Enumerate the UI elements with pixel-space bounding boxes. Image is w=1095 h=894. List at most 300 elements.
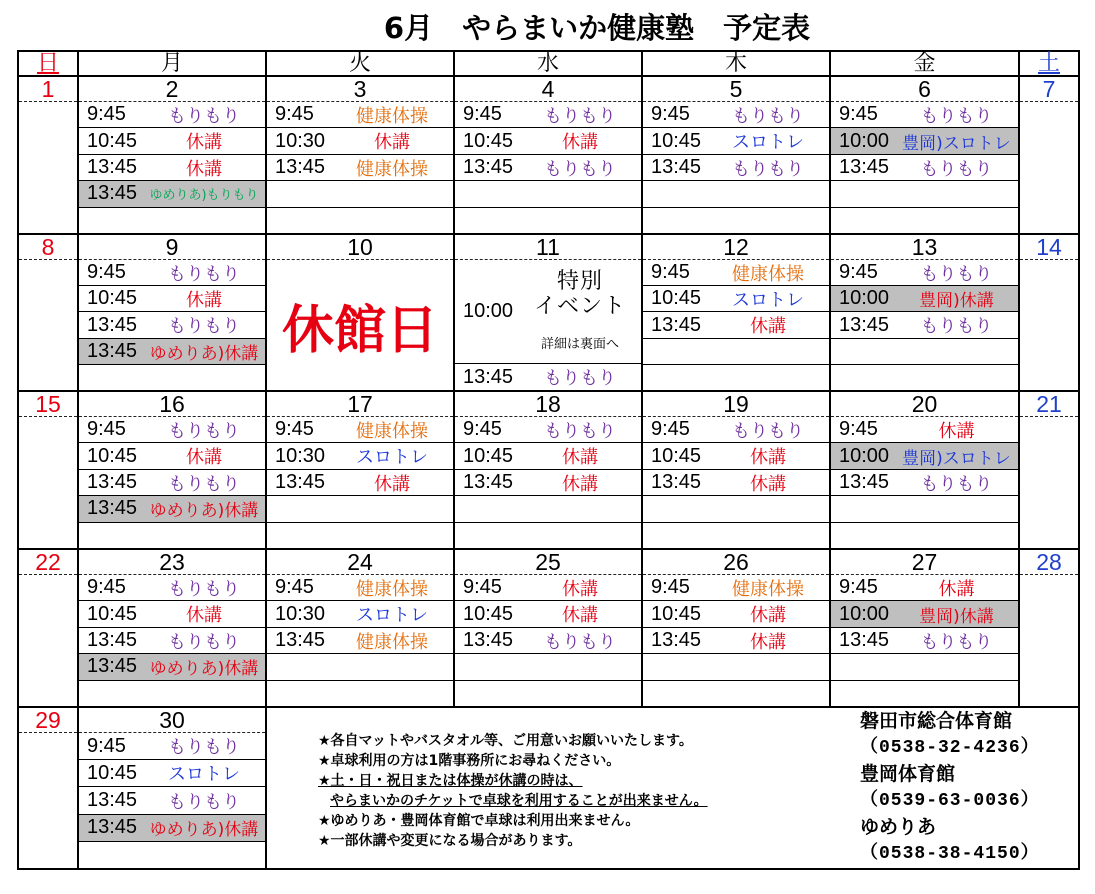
slot-program: スロトレ [356, 605, 428, 627]
slot-time: 13:45 [463, 629, 514, 652]
slot-program: もりもり [168, 263, 240, 285]
empty-slot [79, 208, 265, 233]
slot-program: 健康体操 [732, 578, 804, 600]
day-schedule [455, 102, 641, 233]
day-schedule [1020, 417, 1078, 548]
empty-slot [643, 681, 829, 706]
day-schedule [79, 102, 265, 233]
schedule-slot [643, 443, 829, 469]
day-date: 30 [79, 708, 265, 733]
slot-time: 13:45 [839, 629, 890, 652]
slot-time: 10:45 [651, 444, 702, 467]
slot-program: 休講 [186, 158, 222, 180]
day-schedule [831, 260, 1018, 390]
day-date: 18 [455, 392, 641, 417]
slot-time: 9:45 [463, 576, 502, 599]
schedule-slot [643, 417, 829, 443]
slot-program: もりもり [168, 737, 240, 759]
slot-time: 10:45 [87, 287, 138, 310]
slot-time: 10:45 [87, 602, 138, 625]
day-schedule [831, 575, 1018, 706]
schedule-slot [643, 575, 829, 601]
empty-slot [643, 523, 829, 548]
info-panel [267, 708, 1078, 868]
day-cell [19, 77, 79, 235]
day-date: 9 [79, 235, 265, 260]
schedule-slot [831, 260, 1018, 286]
schedule-slot [455, 575, 641, 601]
note-item: ★各自マットやバスタオル等、ご用意いお願いいたします。 [318, 733, 693, 749]
slot-time: 10:45 [651, 602, 702, 625]
day-date: 14 [1020, 235, 1078, 260]
slot-program: もりもり [920, 263, 993, 285]
slot-program: 休講 [186, 132, 222, 154]
slot-program: スロトレ [168, 764, 240, 786]
weekday-header: 木 [643, 52, 831, 77]
closed-label: 休館日 [281, 300, 438, 361]
slot-time: 13:45 [87, 313, 138, 336]
day-schedule [831, 102, 1018, 233]
slot-time: 10:45 [651, 129, 702, 152]
schedule-slot [79, 654, 265, 680]
day-cell [267, 235, 455, 392]
day-cell [831, 392, 1020, 550]
day-date: 20 [831, 392, 1018, 417]
schedule-slot [455, 601, 641, 627]
slot-time: 13:45 [87, 655, 138, 678]
day-cell [643, 77, 831, 235]
weekday-header: 水 [455, 52, 643, 77]
schedule-slot [79, 443, 265, 469]
slot-program: もりもり [168, 316, 240, 338]
slot-time: 13:45 [651, 156, 702, 179]
schedule-slot [643, 601, 829, 627]
day-date: 6 [831, 77, 1018, 102]
day-schedule [643, 417, 829, 548]
empty-slot [455, 681, 641, 706]
schedule-slot [643, 470, 829, 496]
note-item: ★卓球利用の方は1階事務所にお尋ねください。 [318, 753, 621, 769]
slot-time: 10:45 [463, 444, 514, 467]
slot-time: 13:45 [275, 629, 326, 652]
slot-program: 健康体操 [732, 263, 804, 285]
day-cell [19, 392, 79, 550]
empty-slot [455, 208, 641, 233]
schedule-slot [643, 155, 829, 181]
slot-time: 13:45 [463, 156, 514, 179]
day-schedule [643, 260, 829, 390]
slot-time: 13:45 [463, 365, 514, 388]
empty-slot [79, 681, 265, 706]
schedule-slot [455, 628, 641, 654]
slot-program: ゆめりあ)休講 [149, 501, 259, 522]
schedule-slot [643, 102, 829, 128]
schedule-slot [79, 312, 265, 338]
slot-program: 休講 [562, 578, 598, 600]
day-cell [455, 235, 643, 392]
day-schedule [79, 260, 265, 390]
day-cell [1020, 392, 1078, 550]
day-cell [455, 550, 643, 708]
schedule-slot [79, 155, 265, 181]
empty-slot [267, 208, 453, 233]
slot-program: 休講 [562, 473, 598, 495]
empty-slot [267, 496, 453, 522]
slot-program: 休講 [938, 578, 975, 600]
empty-slot [267, 654, 453, 680]
notes-list [318, 731, 708, 851]
slot-program: もりもり [544, 420, 616, 442]
schedule-slot [79, 815, 265, 842]
slot-program: 休講 [186, 447, 222, 469]
slot-time: 9:45 [87, 418, 126, 441]
schedule-slot [831, 628, 1018, 654]
day-date: 1 [19, 77, 77, 102]
slot-program: 休講 [750, 473, 786, 495]
slot-time: 9:45 [651, 261, 690, 284]
empty-slot [831, 523, 1018, 548]
schedule-slot [831, 102, 1018, 128]
day-schedule [19, 102, 77, 233]
day-cell [79, 235, 267, 392]
slot-time: 10:45 [651, 287, 702, 310]
schedule-slot [267, 470, 453, 496]
contact-phone: （0538-38-4150） [860, 843, 1040, 864]
slot-time: 10:00 [839, 287, 890, 310]
schedule-slot [455, 443, 641, 469]
slot-time: 13:45 [275, 156, 326, 179]
day-cell [267, 392, 455, 550]
empty-slot [643, 339, 829, 365]
schedule-slot [79, 628, 265, 654]
day-date: 7 [1020, 77, 1078, 102]
slot-time: 10:45 [87, 129, 138, 152]
slot-program: もりもり [732, 420, 804, 442]
day-cell [1020, 77, 1078, 235]
special-event [455, 260, 641, 364]
slot-program: 豊岡)休講 [919, 606, 994, 627]
day-cell [831, 550, 1020, 708]
day-cell [79, 392, 267, 550]
slot-program: 休講 [750, 605, 786, 627]
schedule-slot [455, 128, 641, 154]
slot-time: 13:45 [87, 471, 138, 494]
schedule-slot [79, 181, 265, 207]
day-date: 28 [1020, 550, 1078, 575]
slot-program: 健康体操 [356, 578, 428, 600]
slot-program: もりもり [168, 791, 240, 813]
slot-time: 13:45 [87, 629, 138, 652]
slot-program: スロトレ [732, 289, 804, 311]
empty-slot [455, 496, 641, 522]
slot-time: 9:45 [275, 576, 314, 599]
day-cell [267, 550, 455, 708]
slot-program: 休講 [562, 132, 598, 154]
note-item: やらまいかのチケットで卓球を利用することが出来ません。 [330, 793, 708, 809]
slot-time: 10:00 [839, 444, 890, 467]
schedule-slot [831, 601, 1018, 627]
day-cell [831, 77, 1020, 235]
slot-time: 9:45 [275, 418, 314, 441]
schedule-slot [643, 260, 829, 286]
contact-name: 豊岡体育館 [860, 763, 956, 785]
slot-time: 13:45 [651, 629, 702, 652]
schedule-slot [79, 286, 265, 312]
empty-slot [831, 496, 1018, 522]
slot-time: 9:45 [839, 261, 878, 284]
schedule-slot [643, 286, 829, 312]
day-date: 23 [79, 550, 265, 575]
contact-name: ゆめりあ [860, 816, 937, 838]
schedule-slot [455, 417, 641, 443]
slot-time: 13:45 [87, 789, 138, 811]
slot-program: 健康体操 [356, 158, 428, 180]
slot-time: 13:45 [87, 182, 138, 205]
day-cell [267, 77, 455, 235]
slot-program: ゆめりあ)休講 [149, 343, 259, 364]
slot-program: 休講 [750, 631, 786, 653]
empty-slot [831, 654, 1018, 680]
empty-slot [643, 208, 829, 233]
schedule-slot [267, 443, 453, 469]
day-cell [19, 708, 79, 868]
day-schedule [79, 575, 265, 706]
schedule-slot [79, 760, 265, 787]
slot-program: もりもり [920, 158, 993, 180]
slot-program: スロトレ [732, 132, 804, 154]
day-schedule [643, 102, 829, 233]
schedule-slot [79, 260, 265, 286]
schedule-slot [643, 128, 829, 154]
schedule-table [17, 50, 1080, 870]
day-date: 5 [643, 77, 829, 102]
schedule-slot [267, 155, 453, 181]
schedule-slot [267, 128, 453, 154]
schedule-slot [831, 155, 1018, 181]
slot-time: 13:45 [275, 471, 326, 494]
empty-slot [79, 365, 265, 390]
slot-time: 13:45 [651, 471, 702, 494]
note-item: ★一部休講や変更になる場合があります。 [318, 833, 582, 849]
day-date: 25 [455, 550, 641, 575]
slot-program: もりもり [544, 368, 616, 390]
slot-program: もりもり [732, 105, 804, 127]
day-cell [79, 550, 267, 708]
slot-time: 10:30 [275, 129, 326, 152]
contact-phone: （0539-63-0036） [860, 790, 1040, 811]
schedule-slot [455, 364, 641, 390]
slot-program: もりもり [732, 158, 804, 180]
schedule-slot [643, 628, 829, 654]
schedule-slot [831, 443, 1018, 469]
weekday-header: 日 [19, 52, 79, 77]
slot-program: もりもり [544, 158, 616, 180]
day-schedule [1020, 102, 1078, 233]
slot-time: 9:45 [87, 261, 126, 284]
page-title: 6月 やらまいか健康塾 予定表 [383, 11, 811, 45]
schedule-slot [267, 102, 453, 128]
slot-program: もりもり [920, 316, 993, 338]
day-date: 13 [831, 235, 1018, 260]
weekday-header: 月 [79, 52, 267, 77]
empty-slot [267, 181, 453, 207]
schedule-slot [831, 575, 1018, 601]
day-date: 10 [267, 235, 453, 260]
schedule-slot [79, 787, 265, 814]
slot-program: 豊岡)スロトレ [902, 448, 1011, 469]
schedule-slot [831, 470, 1018, 496]
day-schedule [267, 102, 453, 233]
contacts-list [860, 708, 1040, 867]
slot-time: 10:45 [87, 444, 138, 467]
slot-program: 休講 [562, 605, 598, 627]
schedule-slot [831, 417, 1018, 443]
day-schedule [455, 575, 641, 706]
slot-program: 豊岡)スロトレ [902, 133, 1011, 154]
slot-time: 10:45 [463, 602, 514, 625]
day-cell [831, 235, 1020, 392]
day-schedule [267, 417, 453, 548]
day-schedule [267, 575, 453, 706]
slot-program: ゆめりあ)休講 [149, 820, 259, 841]
slot-program: もりもり [920, 631, 993, 653]
event-details [519, 260, 641, 363]
schedule-slot [79, 128, 265, 154]
empty-slot [455, 654, 641, 680]
slot-program: もりもり [920, 105, 993, 127]
day-schedule [1020, 575, 1078, 706]
empty-slot [79, 842, 265, 868]
slot-time: 10:45 [87, 761, 138, 784]
day-date: 24 [267, 550, 453, 575]
empty-slot [455, 181, 641, 207]
slot-time: 9:45 [463, 103, 502, 126]
schedule-slot [79, 417, 265, 443]
schedule-slot [267, 417, 453, 443]
day-schedule [79, 417, 265, 548]
slot-program: 休講 [186, 605, 222, 627]
day-date: 11 [455, 235, 641, 260]
day-date: 29 [19, 708, 77, 733]
weekday-header: 火 [267, 52, 455, 77]
schedule-slot [455, 155, 641, 181]
schedule-slot [79, 102, 265, 128]
contact-name: 磐田市総合体育館 [860, 710, 1013, 732]
schedule-slot [79, 470, 265, 496]
empty-slot [267, 681, 453, 706]
note-item: ★土・日・祝日または体操が休講の時は、 [318, 773, 583, 789]
slot-time: 10:30 [275, 602, 326, 625]
slot-time: 9:45 [87, 576, 126, 599]
schedule-slot [267, 575, 453, 601]
slot-program: 休講 [750, 447, 786, 469]
slot-time: 9:45 [839, 576, 878, 599]
slot-program: スロトレ [356, 447, 428, 469]
day-schedule [19, 733, 77, 868]
slot-time: 9:45 [651, 418, 690, 441]
weekday-header: 金 [831, 52, 1020, 77]
slot-time: 9:45 [463, 418, 502, 441]
day-schedule [19, 260, 77, 390]
day-cell [79, 708, 267, 868]
day-schedule [79, 733, 265, 868]
slot-program: もりもり [168, 420, 240, 442]
slot-program: もりもり [920, 473, 993, 495]
slot-time: 9:45 [839, 103, 878, 126]
slot-time: 9:45 [87, 734, 126, 757]
weekday-header: 土 [1020, 52, 1078, 77]
slot-program: もりもり [168, 631, 240, 653]
slot-time: 13:45 [87, 156, 138, 179]
day-date: 3 [267, 77, 453, 102]
empty-slot [79, 523, 265, 548]
event-title-line: イベント [533, 294, 626, 319]
day-schedule [267, 260, 453, 390]
schedule-slot [79, 339, 265, 365]
empty-slot [831, 181, 1018, 207]
slot-program: もりもり [168, 578, 240, 600]
day-date: 16 [79, 392, 265, 417]
slot-program: もりもり [544, 631, 616, 653]
day-cell [643, 392, 831, 550]
empty-slot [831, 365, 1018, 390]
day-schedule [455, 260, 641, 390]
slot-program: もりもり [168, 473, 240, 495]
slot-program: 休講 [186, 289, 222, 311]
slot-time: 9:45 [651, 103, 690, 126]
day-date: 17 [267, 392, 453, 417]
empty-slot [455, 523, 641, 548]
day-date: 2 [79, 77, 265, 102]
day-schedule [1020, 260, 1078, 390]
slot-time: 13:45 [87, 497, 138, 520]
empty-slot [831, 339, 1018, 365]
day-cell [19, 235, 79, 392]
slot-program: 休講 [374, 473, 410, 495]
schedule-slot [79, 575, 265, 601]
day-date: 21 [1020, 392, 1078, 417]
day-cell [19, 550, 79, 708]
schedule-slot [643, 312, 829, 338]
event-time: 10:00 [463, 300, 514, 323]
note-item: ★ゆめりあ・豊岡体育館で卓球は利用出来ません。 [318, 813, 640, 829]
slot-program: ゆめりあ)もりもり [149, 188, 259, 204]
empty-slot [643, 654, 829, 680]
slot-time: 9:45 [87, 103, 126, 126]
schedule-slot [455, 470, 641, 496]
day-cell [1020, 550, 1078, 708]
day-date: 8 [19, 235, 77, 260]
day-date: 26 [643, 550, 829, 575]
day-cell [79, 77, 267, 235]
schedule-slot [831, 286, 1018, 312]
slot-program: もりもり [544, 105, 616, 127]
day-schedule [643, 575, 829, 706]
schedule-slot [79, 733, 265, 760]
slot-program: もりもり [168, 105, 240, 127]
slot-time: 13:45 [839, 471, 890, 494]
empty-slot [831, 681, 1018, 706]
slot-time: 13:45 [651, 313, 702, 336]
empty-slot [643, 496, 829, 522]
day-cell [455, 392, 643, 550]
slot-program: 健康体操 [356, 105, 428, 127]
schedule-slot [79, 496, 265, 522]
slot-time: 13:45 [839, 156, 890, 179]
slot-time: 10:00 [839, 602, 890, 625]
slot-program: ゆめりあ)休講 [149, 659, 259, 680]
schedule-slot [455, 102, 641, 128]
